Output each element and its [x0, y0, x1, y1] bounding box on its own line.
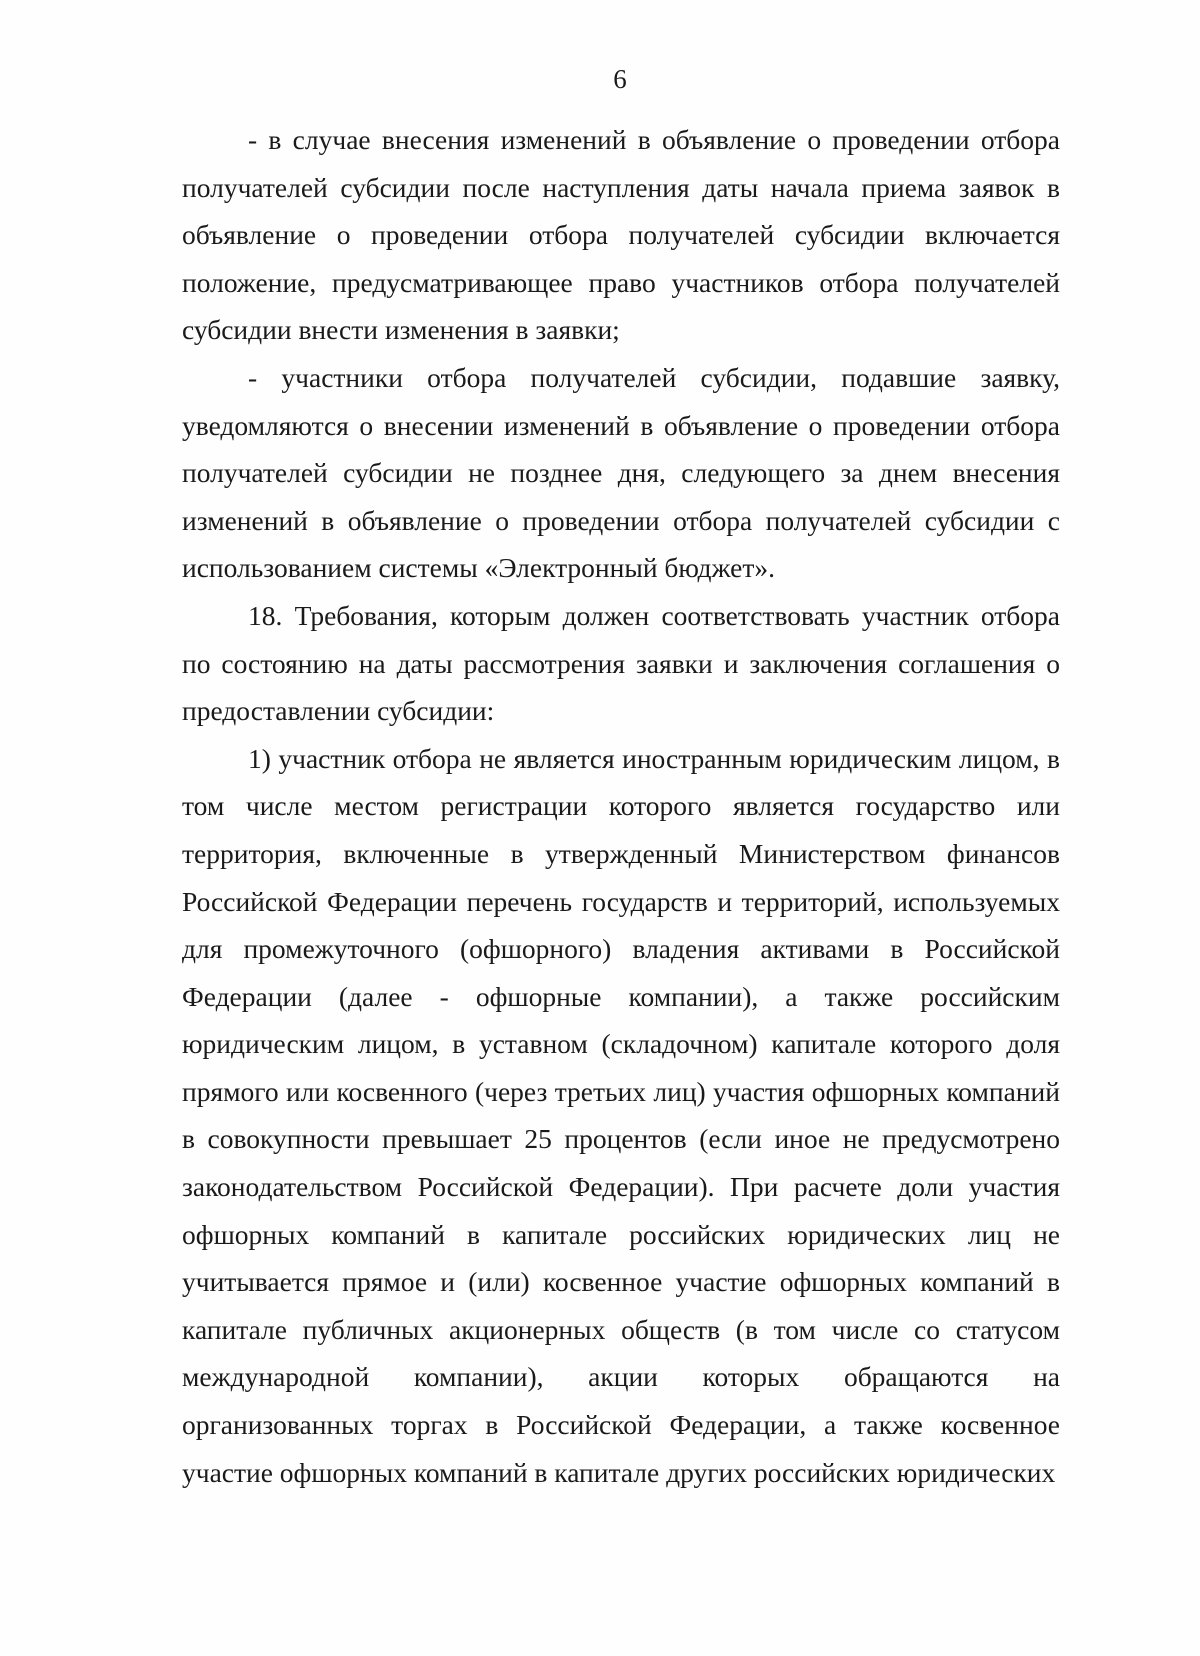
paragraph-requirements-18: 18. Требования, которым должен соответствовать участник отбора по состоянию на даты рассмотрения заявки и заключения соглашения о предоставлении субсидии:: [182, 599, 1060, 727]
paragraph-participant-notification: - участники отбора получателей субсидии, подавшие заявку, уведомляются о внесении изменений в объявление о проведении отбора получателей субсидии не позднее дня, следующего за днем внесения изменений в объявление о проведении отбора получателей субсидии с использованием системы «Электронный бюджет».: [182, 361, 1060, 584]
document-body: [182, 116, 1060, 1496]
paragraph-requirement-1-offshore: 1) участник отбора не является иностранным юридическим лицом, в том числе местом регистрации которого является государство или территория, включенные в утвержденный Министерством финансов Российской Федерации перечень государств и территорий, используемых для промежуточного (офшорного) владения активами в Российской Федерации (далее - офшорные компании), а также российским юридическим лицом, в уставном (складочном) капитале которого доля прямого или косвенного (через третьих лиц) участия офшорных компаний в совокупности превышает 25 процентов (если иное не предусмотрено законодательством Российской Федерации). При расчете доли участия офшорных компаний в капитале российских юридических лиц не учитывается прямое и (или) косвенное участие офшорных компаний в капитале публичных акционерных обществ (в том числе со статусом международной компании), акции которых обращаются на организованных торгах в Российской Федерации, а также косвенное участие офшорных компаний в капитале других российских юридических: [182, 742, 1060, 1488]
page-number: 6: [613, 64, 627, 94]
paragraph-amendment-after-start: - в случае внесения изменений в объявление о проведении отбора получателей субсидии после наступления даты начала приема заявок в объявление о проведении отбора получателей субсидии включается положение, предусматривающее право участников отбора получателей субсидии внести изменения в заявки;: [182, 124, 1060, 346]
